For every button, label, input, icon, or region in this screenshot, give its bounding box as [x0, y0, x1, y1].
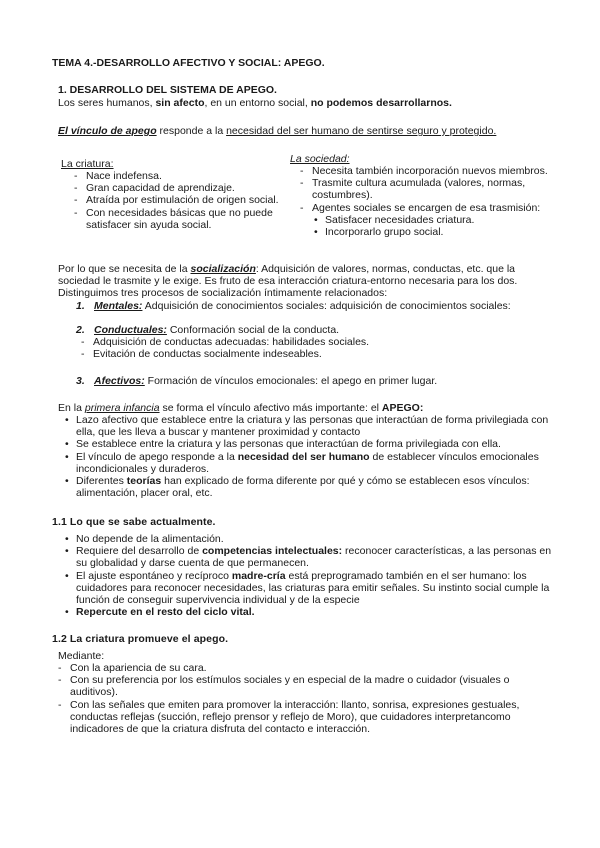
apego-text: Diferentes [76, 475, 127, 488]
apego-list [64, 414, 564, 499]
proceso-desc: Adquisición de conocimientos sociales: adquisición de conocimientos sociales: [142, 300, 511, 312]
actual-bold: madre-cría [231, 569, 286, 582]
proceso-conductuales [76, 324, 566, 336]
infancia-paragraph [58, 402, 558, 414]
proceso-mentales [76, 300, 566, 312]
actual-text: reconocer características, a las personas en su globalidad y darse cuenta de que permanecen. [76, 545, 552, 570]
apego-text: El vínculo de apego responde a la [76, 450, 238, 463]
proceso-number: 1. [76, 300, 85, 312]
proceso-desc: Formación de vínculos emocionales: el apego en primer lugar. [144, 375, 438, 387]
promueve-list [58, 662, 558, 735]
actual-bold: competencias intelectuales: [202, 545, 343, 558]
proceso-number: 2. [76, 324, 85, 336]
intro-text-2: , en un entorno social, [204, 97, 311, 109]
list-item: • Lazo afectivo que establece entre la criatura y las personas que interactúan de forma privilegiada con ella, que les lleva a buscar y mantener proximidad y contacto [64, 414, 564, 438]
proceso-name: Mentales: [94, 300, 143, 312]
intro-paragraph [58, 97, 558, 109]
proceso-desc: Conformación social de la conducta. [166, 324, 340, 336]
list-item: - Trasmite cultura acumulada (valores, normas, costumbres). [300, 177, 550, 201]
actual-bold: Repercute en el resto del ciclo vital. [76, 606, 255, 619]
proceso-afectivos [76, 375, 566, 387]
proceso-name: Conductuales: [94, 324, 167, 336]
socializacion-paragraph [58, 263, 558, 300]
list-item [64, 570, 564, 607]
proceso-name: Afectivos: [94, 375, 145, 387]
infancia-text-2: se forma el vínculo afectivo más importante: el [159, 402, 382, 414]
criatura-list [74, 170, 284, 231]
list-item: • Incorporarlo grupo social. [313, 226, 553, 238]
list-item: - Con su preferencia por los estímulos sociales y en especial de la madre o cuidador (visuales o auditivos). [58, 674, 558, 698]
list-item: • Satisfacer necesidades criatura. [313, 214, 553, 226]
list-item [64, 545, 564, 569]
apego-text: de establecer vínculos emocionales incondicionales y duraderos. [76, 450, 539, 475]
document-title: TEMA 4.-DESARROLLO AFECTIVO Y SOCIAL: APEGO. [52, 57, 325, 69]
intro-bold-2: no podemos desarrollarnos. [310, 97, 452, 109]
actual-text: El ajuste espontáneo y recíproco [76, 569, 232, 582]
list-item: - Atraída por estimulación de origen social. [74, 194, 284, 206]
list-item: - Nace indefensa. [74, 170, 284, 182]
apego-text: han explicado de forma diferente por qué y cómo se establecen esos vínculos: alimentación, placer oral, etc. [76, 475, 530, 500]
infancia-term: primera infancia [84, 402, 160, 414]
list-item [64, 606, 564, 618]
vinculo-term: El vínculo de apego [58, 125, 157, 137]
list-item [64, 451, 564, 475]
list-item: - Necesita también incorporación nuevos miembros. [300, 165, 550, 177]
sociedad-list [300, 165, 550, 214]
list-item: • No depende de la alimentación. [64, 533, 564, 545]
vinculo-paragraph [58, 125, 578, 137]
actual-text: está preprogramado también en el ser humano: los cuidadores para reconocer necesidades, las criaturas para emitir señales. Su instinto social cumple la función de conseguir supervivencia individual y de la especie [76, 569, 550, 607]
intro-text-1: Los seres humanos, [58, 97, 156, 109]
list-item: - Adquisición de conductas adecuadas: habilidades sociales. [81, 336, 541, 348]
actualmente-list [64, 533, 564, 618]
apego-bold: necesidad del ser humano [237, 450, 370, 463]
proceso-number: 3. [76, 375, 85, 387]
list-item: - Con las señales que emiten para promover la interacción: llanto, sonrisa, expresiones gestuales, conductas reflejas (succión, reflejo prensor y reflejo de Moro), que cuidadores interpretancomo indicadores de que la criatura disfruta del contacto e interacción. [58, 699, 558, 736]
intro-bold-1: sin afecto [155, 97, 205, 109]
sociedad-label: La sociedad: [290, 153, 350, 165]
mediante-label: Mediante: [58, 650, 105, 662]
list-item: - Evitación de conductas socialmente indeseables. [81, 348, 541, 360]
socializacion-term: socialización [190, 263, 256, 275]
criatura-label: La criatura: [61, 158, 114, 170]
list-item [64, 475, 564, 499]
list-item: • Se establece entre la criatura y las personas que interactúan de forma privilegiada con ella. [64, 438, 564, 450]
actual-text: Requiere del desarrollo de [76, 545, 203, 558]
vinculo-text: responde a la [156, 125, 227, 137]
apego-bold: teorías [126, 475, 162, 488]
list-item: - Con necesidades básicas que no puede satisfacer sin ayuda social. [74, 207, 284, 231]
list-item: - Agentes sociales se encargen de esa trasmisión: [300, 202, 550, 214]
section-1-heading: 1. DESARROLLO DEL SISTEMA DE APEGO. [58, 84, 277, 96]
section-1-1-heading: 1.1 Lo que se sabe actualmente. [52, 516, 216, 528]
socializacion-rest: : Adquisición de valores, normas, conductas, etc. que la sociedad le trasmite y le exige. Es fruto de esa interacción criatura-entorno necesaria para los dos. Distinguimos tres procesos de socialización íntimamente relacionados: [58, 263, 518, 300]
conductuales-list [81, 336, 541, 360]
socializacion-text: Por lo que se necesita de la [58, 263, 191, 275]
sociedad-sublist [313, 214, 553, 238]
section-1-2-heading: 1.2 La criatura promueve el apego. [52, 633, 229, 645]
list-item: - Con la apariencia de su cara. [58, 662, 558, 674]
infancia-bold: APEGO: [381, 402, 424, 414]
list-item: - Gran capacidad de aprendizaje. [74, 182, 284, 194]
vinculo-underlined: necesidad del ser humano de sentirse seguro y protegido. [226, 125, 497, 137]
infancia-text-1: En la [58, 402, 85, 414]
